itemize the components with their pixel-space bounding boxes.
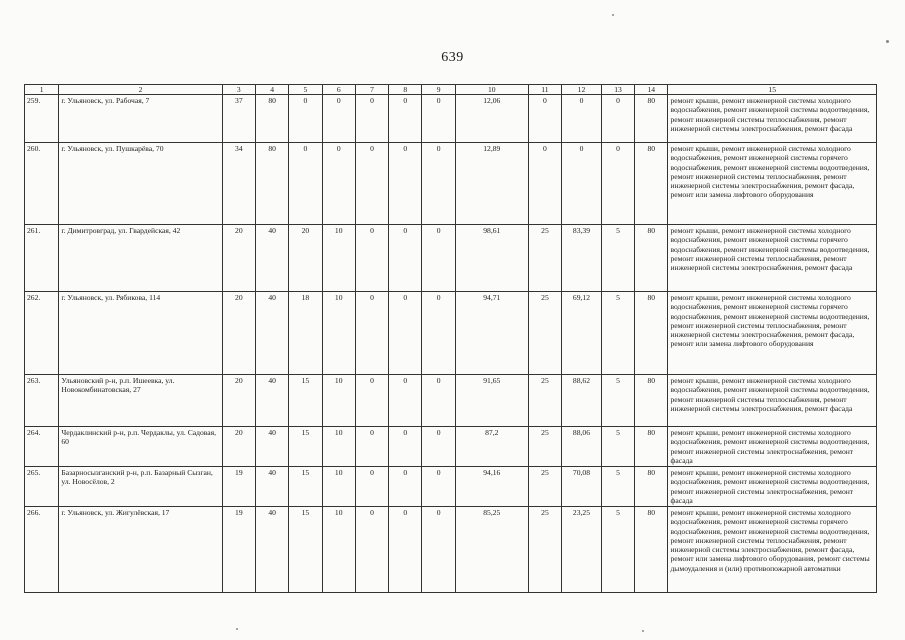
value-cell-12: 23,25 xyxy=(562,507,602,593)
column-header-6: 6 xyxy=(322,85,355,95)
value-cell-13: 5 xyxy=(601,467,634,507)
value-cell-9: 0 xyxy=(422,292,455,375)
table-row xyxy=(25,225,877,292)
value-cell-13: 0 xyxy=(601,143,634,225)
address-cell: Ульяновский р-н, р.п. Ишеевка, ул. Новокомбинатовская, 27 xyxy=(59,375,222,427)
value-cell-3: 20 xyxy=(222,427,255,467)
value-cell-10: 87,2 xyxy=(455,427,528,467)
value-cell-13: 5 xyxy=(601,507,634,593)
value-cell-11: 25 xyxy=(528,375,561,427)
value-cell-3: 37 xyxy=(222,95,255,143)
table-row xyxy=(25,427,877,467)
value-cell-7: 0 xyxy=(355,225,388,292)
works-list-cell: ремонт крыши, ремонт инженерной системы холодного водоснабжения, ремонт инженерной системы горячего водоснабжения, ремонт инженерной системы водоотведения, ремонт инженерной системы теплоснабжения, ремонт инженерной системы электроснабжения, ремонт фасада, ремонт или замена лифтового оборудования, ремонт системы дымоудаления и (или) противопожарной автоматики xyxy=(668,507,877,593)
address-cell: г. Димитровград, ул. Гвардейская, 42 xyxy=(59,225,222,292)
value-cell-5: 15 xyxy=(289,507,322,593)
column-header-2: 2 xyxy=(59,85,222,95)
value-cell-9: 0 xyxy=(422,143,455,225)
value-cell-5: 15 xyxy=(289,467,322,507)
row-number-cell: 263. xyxy=(25,375,59,427)
value-cell-4: 40 xyxy=(255,427,288,467)
row-number-cell: 259. xyxy=(25,95,59,143)
value-cell-14: 80 xyxy=(635,427,668,467)
value-cell-6: 10 xyxy=(322,427,355,467)
value-cell-4: 40 xyxy=(255,375,288,427)
scan-speck xyxy=(642,630,644,632)
value-cell-7: 0 xyxy=(355,467,388,507)
row-number-cell: 260. xyxy=(25,143,59,225)
value-cell-10: 12,06 xyxy=(455,95,528,143)
table-header xyxy=(25,85,877,95)
value-cell-8: 0 xyxy=(389,467,422,507)
value-cell-12: 70,08 xyxy=(562,467,602,507)
table-row xyxy=(25,467,877,507)
column-header-10: 10 xyxy=(455,85,528,95)
value-cell-13: 0 xyxy=(601,95,634,143)
column-header-13: 13 xyxy=(601,85,634,95)
value-cell-5: 0 xyxy=(289,95,322,143)
value-cell-11: 25 xyxy=(528,292,561,375)
address-cell: г. Ульяновск, ул. Жигулёвская, 17 xyxy=(59,507,222,593)
value-cell-14: 80 xyxy=(635,292,668,375)
value-cell-3: 20 xyxy=(222,292,255,375)
value-cell-4: 80 xyxy=(255,143,288,225)
value-cell-14: 80 xyxy=(635,143,668,225)
value-cell-12: 88,06 xyxy=(562,427,602,467)
works-list-cell: ремонт крыши, ремонт инженерной системы холодного водоснабжения, ремонт инженерной системы водоотведения, ремонт инженерной системы электроснабжения, ремонт фасада xyxy=(668,467,877,507)
value-cell-10: 91,65 xyxy=(455,375,528,427)
works-list-cell: ремонт крыши, ремонт инженерной системы холодного водоснабжения, ремонт инженерной системы горячего водоснабжения, ремонт инженерной системы водоотведения, ремонт инженерной системы теплоснабжения, ремонт инженерной системы электроснабжения, ремонт фасада, ремонт или замена лифтового оборудования xyxy=(668,143,877,225)
column-header-3: 3 xyxy=(222,85,255,95)
value-cell-7: 0 xyxy=(355,427,388,467)
value-cell-4: 40 xyxy=(255,225,288,292)
value-cell-10: 85,25 xyxy=(455,507,528,593)
value-cell-11: 25 xyxy=(528,467,561,507)
page-number: 639 xyxy=(441,50,464,65)
value-cell-6: 10 xyxy=(322,375,355,427)
column-header-1: 1 xyxy=(25,85,59,95)
row-number-cell: 262. xyxy=(25,292,59,375)
value-cell-12: 0 xyxy=(562,95,602,143)
column-header-7: 7 xyxy=(355,85,388,95)
value-cell-14: 80 xyxy=(635,467,668,507)
value-cell-3: 19 xyxy=(222,467,255,507)
value-cell-6: 10 xyxy=(322,467,355,507)
repair-registry-table xyxy=(24,84,877,593)
value-cell-4: 40 xyxy=(255,507,288,593)
value-cell-8: 0 xyxy=(389,375,422,427)
column-number-row xyxy=(25,85,877,95)
value-cell-7: 0 xyxy=(355,143,388,225)
value-cell-10: 94,71 xyxy=(455,292,528,375)
value-cell-4: 40 xyxy=(255,292,288,375)
value-cell-3: 34 xyxy=(222,143,255,225)
value-cell-9: 0 xyxy=(422,427,455,467)
value-cell-3: 20 xyxy=(222,225,255,292)
value-cell-13: 5 xyxy=(601,427,634,467)
value-cell-4: 80 xyxy=(255,95,288,143)
value-cell-7: 0 xyxy=(355,95,388,143)
table-row xyxy=(25,375,877,427)
value-cell-9: 0 xyxy=(422,225,455,292)
value-cell-12: 0 xyxy=(562,143,602,225)
value-cell-9: 0 xyxy=(422,507,455,593)
row-number-cell: 266. xyxy=(25,507,59,593)
value-cell-14: 80 xyxy=(635,507,668,593)
value-cell-9: 0 xyxy=(422,375,455,427)
value-cell-5: 20 xyxy=(289,225,322,292)
scan-speck xyxy=(886,40,889,43)
address-cell: Чердаклинский р-н, р.п. Чердаклы, ул. Садовая, 60 xyxy=(59,427,222,467)
table-body xyxy=(25,95,877,593)
column-header-14: 14 xyxy=(635,85,668,95)
value-cell-11: 25 xyxy=(528,427,561,467)
address-cell: г. Ульяновск, ул. Рябикова, 114 xyxy=(59,292,222,375)
value-cell-11: 25 xyxy=(528,225,561,292)
value-cell-12: 83,39 xyxy=(562,225,602,292)
value-cell-9: 0 xyxy=(422,95,455,143)
row-number-cell: 264. xyxy=(25,427,59,467)
value-cell-6: 0 xyxy=(322,143,355,225)
value-cell-13: 5 xyxy=(601,225,634,292)
value-cell-7: 0 xyxy=(355,507,388,593)
value-cell-8: 0 xyxy=(389,507,422,593)
value-cell-4: 40 xyxy=(255,467,288,507)
table-row xyxy=(25,292,877,375)
column-header-11: 11 xyxy=(528,85,561,95)
address-cell: г. Ульяновск, ул. Пушкарёва, 70 xyxy=(59,143,222,225)
value-cell-5: 15 xyxy=(289,427,322,467)
row-number-cell: 265. xyxy=(25,467,59,507)
table-row xyxy=(25,95,877,143)
value-cell-3: 19 xyxy=(222,507,255,593)
value-cell-11: 0 xyxy=(528,143,561,225)
row-number-cell: 261. xyxy=(25,225,59,292)
value-cell-5: 18 xyxy=(289,292,322,375)
value-cell-8: 0 xyxy=(389,225,422,292)
value-cell-6: 10 xyxy=(322,292,355,375)
value-cell-10: 94,16 xyxy=(455,467,528,507)
value-cell-3: 20 xyxy=(222,375,255,427)
value-cell-8: 0 xyxy=(389,143,422,225)
table-row xyxy=(25,143,877,225)
column-header-12: 12 xyxy=(562,85,602,95)
column-header-8: 8 xyxy=(389,85,422,95)
column-header-15: 15 xyxy=(668,85,877,95)
value-cell-12: 88,62 xyxy=(562,375,602,427)
address-cell: Базарносызганский р-н, р.п. Базарный Сызган, ул. Новосёлов, 2 xyxy=(59,467,222,507)
address-cell: г. Ульяновск, ул. Рабочая, 7 xyxy=(59,95,222,143)
value-cell-5: 0 xyxy=(289,143,322,225)
value-cell-12: 69,12 xyxy=(562,292,602,375)
column-header-5: 5 xyxy=(289,85,322,95)
column-header-4: 4 xyxy=(255,85,288,95)
value-cell-14: 80 xyxy=(635,225,668,292)
scan-speck xyxy=(236,628,238,630)
works-list-cell: ремонт крыши, ремонт инженерной системы холодного водоснабжения, ремонт инженерной системы водоотведения, ремонт инженерной системы электроснабжения, ремонт фасада xyxy=(668,427,877,467)
value-cell-10: 12,89 xyxy=(455,143,528,225)
value-cell-14: 80 xyxy=(635,95,668,143)
value-cell-14: 80 xyxy=(635,375,668,427)
scan-speck xyxy=(612,14,614,16)
value-cell-7: 0 xyxy=(355,292,388,375)
works-list-cell: ремонт крыши, ремонт инженерной системы холодного водоснабжения, ремонт инженерной системы водоотведения, ремонт инженерной системы теплоснабжения, ремонт инженерной системы электроснабжения, ремонт фасада xyxy=(668,375,877,427)
value-cell-5: 15 xyxy=(289,375,322,427)
value-cell-11: 25 xyxy=(528,507,561,593)
value-cell-8: 0 xyxy=(389,95,422,143)
table-row xyxy=(25,507,877,593)
value-cell-6: 10 xyxy=(322,507,355,593)
value-cell-9: 0 xyxy=(422,467,455,507)
value-cell-13: 5 xyxy=(601,375,634,427)
works-list-cell: ремонт крыши, ремонт инженерной системы холодного водоснабжения, ремонт инженерной системы водоотведения, ремонт инженерной системы теплоснабжения, ремонт инженерной системы электроснабжения, ремонт фасада xyxy=(668,95,877,143)
column-header-9: 9 xyxy=(422,85,455,95)
works-list-cell: ремонт крыши, ремонт инженерной системы холодного водоснабжения, ремонт инженерной системы горячего водоснабжения, ремонт инженерной системы водоотведения, ремонт инженерной системы теплоснабжения, ремонт инженерной системы электроснабжения, ремонт фасада, ремонт или замена лифтового оборудования xyxy=(668,292,877,375)
value-cell-11: 0 xyxy=(528,95,561,143)
value-cell-8: 0 xyxy=(389,427,422,467)
value-cell-6: 10 xyxy=(322,225,355,292)
value-cell-10: 98,61 xyxy=(455,225,528,292)
value-cell-13: 5 xyxy=(601,292,634,375)
value-cell-6: 0 xyxy=(322,95,355,143)
value-cell-7: 0 xyxy=(355,375,388,427)
works-list-cell: ремонт крыши, ремонт инженерной системы холодного водоснабжения, ремонт инженерной системы горячего водоснабжения, ремонт инженерной системы водоотведения, ремонт инженерной системы теплоснабжения, ремонт инженерной системы электроснабжения, ремонт фасада xyxy=(668,225,877,292)
value-cell-8: 0 xyxy=(389,292,422,375)
